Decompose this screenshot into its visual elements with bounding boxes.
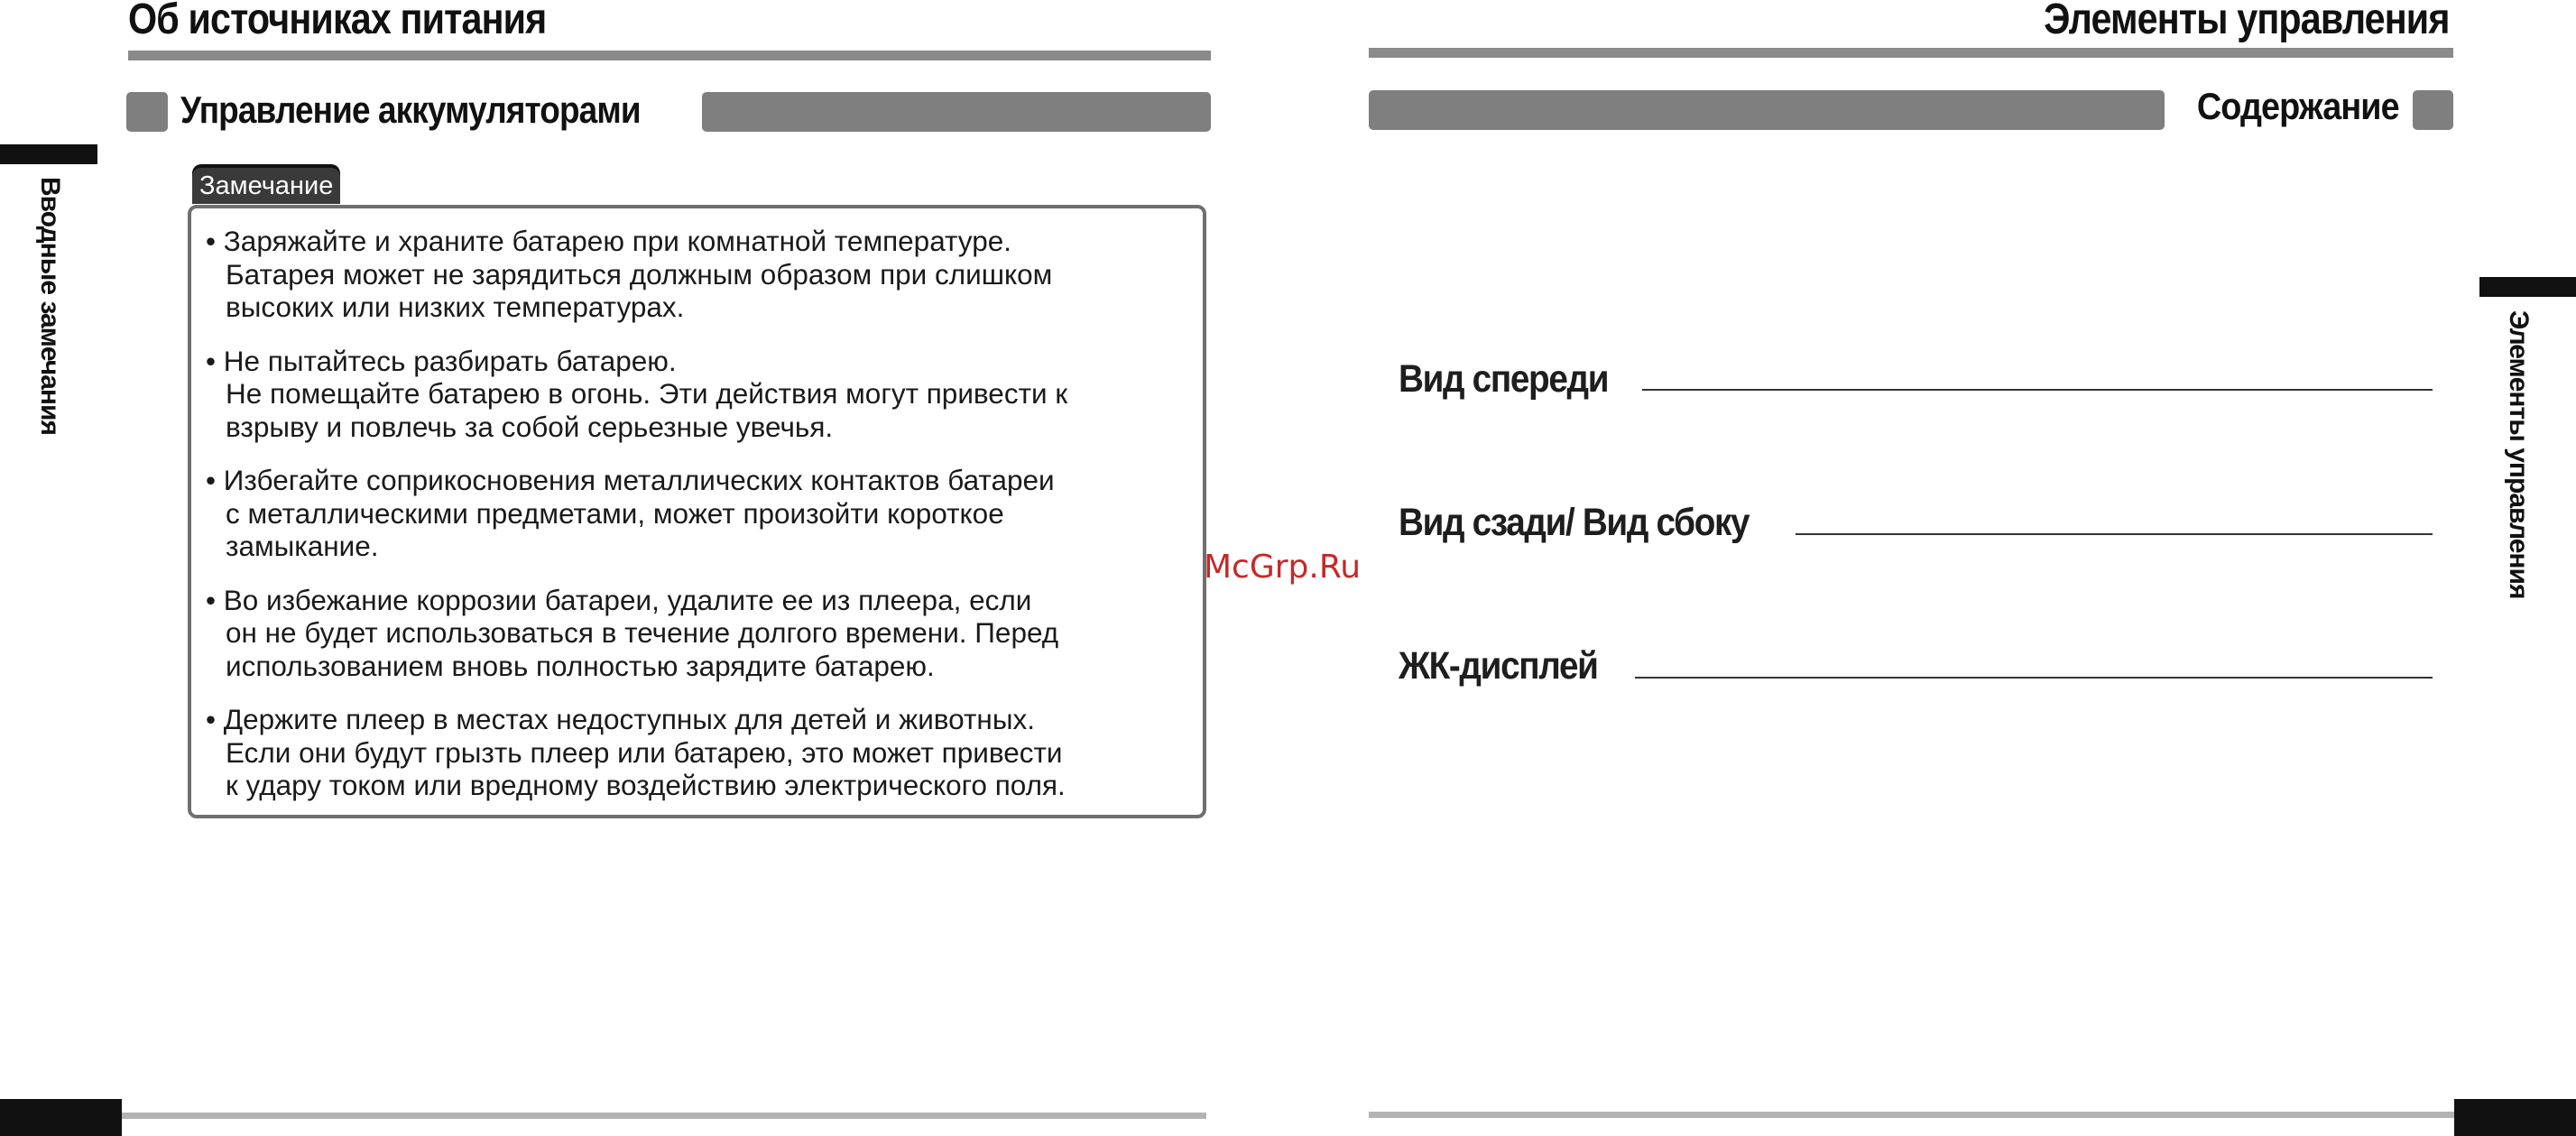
right-section-bar xyxy=(1369,90,2165,130)
left-section-bar-stub xyxy=(126,92,168,132)
left-page-title: Об источниках питания xyxy=(128,0,547,43)
note-item: • Не пытайтесь разбирать батарею. Не помещайте батарею в огонь. Эти действия могут привести к взрыву и повлечь за собой серьезные увечья. xyxy=(206,344,1068,443)
toc-entry-front-view[interactable]: Вид спереди xyxy=(1399,357,1609,401)
right-side-tab-label: Элементы управления xyxy=(2504,310,2534,599)
toc-entry-lcd-display[interactable]: ЖК-дисплей xyxy=(1399,644,1598,688)
right-top-rule xyxy=(1369,48,2453,58)
note-item: • Заряжайте и храните батарею при комнатной температуре. Батарея может не зарядиться должным образом при слишком высоких или низких температурах. xyxy=(206,225,1053,323)
right-bottom-block xyxy=(2454,1099,2576,1136)
right-side-tab-marker xyxy=(2479,277,2576,297)
note-item: • Во избежание коррозии батареи, удалите ее из плеера, если он не будет использоваться в течение долгого времени. Перед использованием вновь полностью зарядите батарею. xyxy=(206,583,1059,682)
left-side-tab-label: Вводные замечания xyxy=(35,177,65,435)
left-bottom-rule xyxy=(122,1113,1206,1119)
right-page-title: Элементы управления xyxy=(2044,0,2450,43)
toc-entry-back-side-view[interactable]: Вид сзади/ Вид сбоку xyxy=(1399,501,1750,544)
left-side-tab-marker xyxy=(0,144,97,164)
toc-leader-line xyxy=(1796,533,2433,535)
right-section-bar-stub xyxy=(2413,90,2453,130)
right-bottom-rule xyxy=(1369,1112,2454,1118)
watermark: McGrp.Ru xyxy=(1204,549,1362,586)
note-item: • Избегайте соприкосновения металлических контактов батареи с металлическими предметами, может произойти короткое замыкание. xyxy=(206,464,1055,562)
note-label: Замечание xyxy=(192,168,340,204)
right-section-title: Содержание xyxy=(2197,85,2399,127)
left-bottom-block xyxy=(0,1099,122,1136)
left-section-bar xyxy=(702,92,1211,132)
note-box xyxy=(188,205,1206,818)
note-item: • Держите плеер в местах недоступных для детей и животных. Если они будут грызть плеер или батарею, это может привести к удару током или вредному воздействию электрического поля. xyxy=(206,703,1066,801)
toc-leader-line xyxy=(1635,677,2433,679)
left-section-title: Управление аккумуляторами xyxy=(180,88,641,131)
left-top-rule xyxy=(128,51,1211,60)
toc-leader-line xyxy=(1642,389,2433,391)
